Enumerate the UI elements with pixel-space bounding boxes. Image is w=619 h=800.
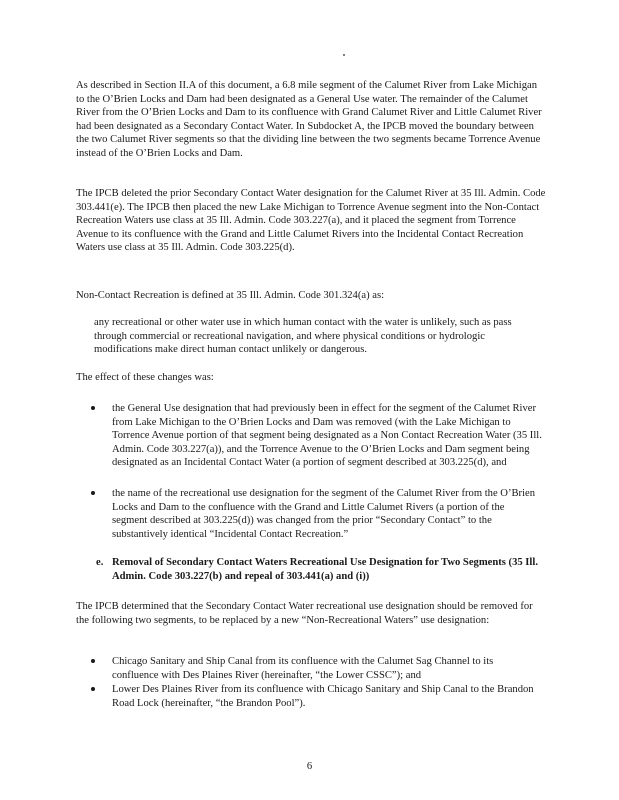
bullet-icon [91, 687, 95, 691]
list-item [112, 683, 542, 710]
bullet-icon [91, 406, 95, 410]
paragraph-ipcb-deletion: The IPCB deleted the prior Secondary Contact Water designation for the Calumet River at 35 Ill. Admin. Code 303.441(e). The IPCB then placed the new Lake Michigan to Torrence Avenue segment into the Non-Contact Recreation Waters use class at 35 Ill. Admin. Code 303.227(a), and it placed the segment from Torrence Avenue to its confluence with the Grand and Little Calumet Rivers into the Incidental Contact Recreation Waters use class at 35 Ill. Admin. Code 303.225(d). [76, 188, 546, 254]
effect-bullet-text: the name of the recreational use designation for the segment of the Calumet River from the O’Brien Locks and Dam to the confluence with the Grand and Little Calumet Rivers (a portion of the segment described at 303.225(d)) was changed from the prior “Secondary Contact” to the substantively identical “Incidental Contact Recreation.” [112, 488, 536, 540]
segment-bullet-text: Lower Des Plaines River from its confluence with Chicago Sanitary and Ship Canal to the Brandon Road Lock (hereinafter, “the Brandon Pool”). [112, 684, 534, 709]
subheading-text: Removal of Secondary Contact Waters Recreational Use Designation for Two Segments (35 Ill. Admin. Code 303.227(b) and repeal of 303.441(a) and (i)) [112, 557, 538, 582]
block-quote-definition: any recreational or other water use in which human contact with the water is unlikely, such as pass through commercial or recreational navigation, and where physical conditions or hydrologic modifications make direct human contact unlikely or dangerous. [94, 317, 512, 356]
paragraph-effect-intro: The effect of these changes was: [76, 372, 214, 383]
page-number: 6 [306, 761, 313, 772]
bullet-icon [91, 491, 95, 495]
effect-bullet-text: the General Use designation that had previously been in effect for the segment of the Calumet River from Lake Michigan to the O’Brien Locks and Dam was removed (with the Lake Michigan to Torrence Avenue portion of that segment being designated as a Non Contact Recreation Water (35 Ill. Admin. Code 303.227(a)), and the Torrence Avenue to the O’Brien Locks and Dam segment being designated as an Incidental Contact Water (a portion of segment described at 303.225(d), and [112, 403, 542, 469]
segment-bullet-text: Chicago Sanitary and Ship Canal from its confluence with the Calumet Sag Channel to its confluence with Des Plaines River (hereinafter, “the Lower CSSC”); and [112, 656, 494, 681]
list-item [112, 402, 542, 470]
scan-speck [343, 54, 345, 56]
list-item [112, 655, 542, 682]
paragraph-ipcb-determination: The IPCB determined that the Secondary Contact Water recreational use designation should be removed for the following two segments, to be replaced by a new “Non-Recreational Waters” use designation: [76, 601, 533, 626]
paragraph-calumet-segments: As described in Section II.A of this document, a 6.8 mile segment of the Calumet River from Lake Michigan to the O’Brien Locks and Dam had been designated as a General Use water. The remainder of the Calumet River from the O’Brien Locks and Dam to its confluence with Grand Calumet River and Little Calumet River had been designated as a Secondary Contact Water. In Subdocket A, the IPCB moved the boundary between the two Calumet River segments so that the dividing line between the two segments became Torrence Avenue instead of the O’Brien Locks and Dam. [76, 80, 542, 159]
paragraph-non-contact-definition: Non-Contact Recreation is defined at 35 Ill. Admin. Code 301.324(a) as: [76, 290, 385, 301]
bullet-icon [91, 659, 95, 663]
subheading-letter: e. [96, 557, 104, 568]
section-subheading [96, 556, 542, 583]
list-item [112, 487, 542, 541]
